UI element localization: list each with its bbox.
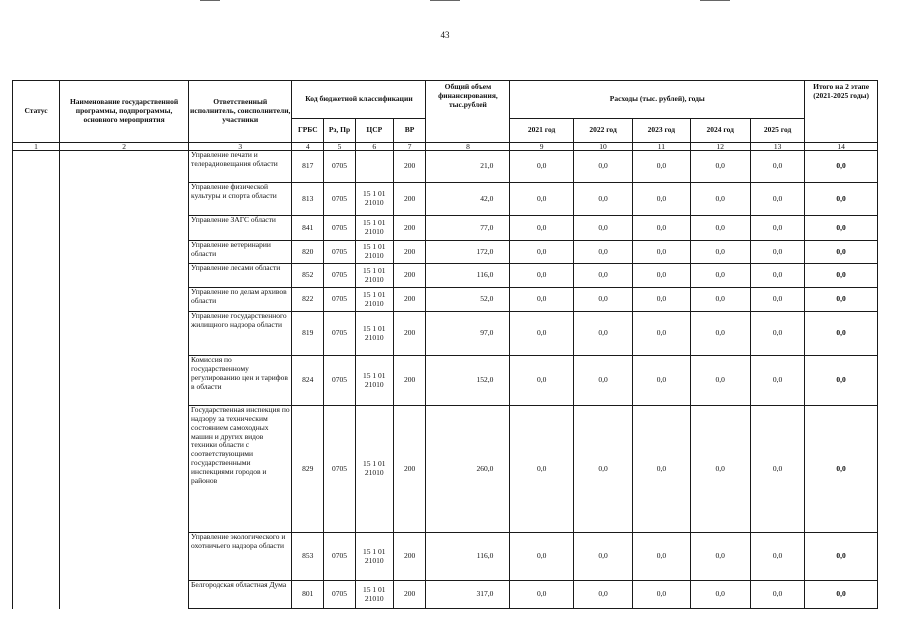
total-cell: 152,0 bbox=[426, 356, 510, 406]
header-csr: ЦСР bbox=[355, 119, 393, 143]
y2021-cell: 0,0 bbox=[510, 216, 573, 241]
csr-cell: 15 1 01 21010 bbox=[355, 216, 393, 241]
grbs-cell: 853 bbox=[292, 533, 324, 581]
y2025-cell: 0,0 bbox=[750, 241, 804, 264]
rzpr-cell: 0705 bbox=[324, 241, 356, 264]
column-number: 12 bbox=[690, 143, 750, 151]
status-cell bbox=[13, 216, 60, 241]
y2025-cell: 0,0 bbox=[750, 356, 804, 406]
table-row bbox=[13, 312, 878, 356]
header-executor: Ответственный исполнитель, соисполнители, участники bbox=[189, 81, 292, 143]
csr-cell: 15 1 01 21010 bbox=[355, 406, 393, 533]
total-cell: 97,0 bbox=[426, 312, 510, 356]
y2023-cell: 0,0 bbox=[633, 264, 690, 288]
y2022-cell: 0,0 bbox=[573, 151, 632, 183]
y2024-cell: 0,0 bbox=[690, 183, 750, 216]
grbs-cell: 829 bbox=[292, 406, 324, 533]
y2025-cell: 0,0 bbox=[750, 264, 804, 288]
y2025-cell: 0,0 bbox=[750, 288, 804, 312]
y2022-cell: 0,0 bbox=[573, 581, 632, 609]
y2022-cell: 0,0 bbox=[573, 312, 632, 356]
y2021-cell: 0,0 bbox=[510, 533, 573, 581]
y2021-cell: 0,0 bbox=[510, 151, 573, 183]
y2021-cell: 0,0 bbox=[510, 183, 573, 216]
y2024-cell: 0,0 bbox=[690, 581, 750, 609]
vr-cell: 200 bbox=[393, 264, 426, 288]
status-cell bbox=[13, 312, 60, 356]
grbs-cell: 824 bbox=[292, 356, 324, 406]
y2022-cell: 0,0 bbox=[573, 406, 632, 533]
total-cell: 77,0 bbox=[426, 216, 510, 241]
column-number: 10 bbox=[573, 143, 632, 151]
column-number: 4 bbox=[292, 143, 324, 151]
status-cell bbox=[13, 264, 60, 288]
header-2022: 2022 год bbox=[573, 119, 632, 143]
header-total: Общий объем финансирования, тыс.рублей bbox=[426, 81, 510, 143]
y2022-cell: 0,0 bbox=[573, 183, 632, 216]
vr-cell: 200 bbox=[393, 216, 426, 241]
status-cell bbox=[13, 241, 60, 264]
vr-cell: 200 bbox=[393, 581, 426, 609]
scan-edge-mark bbox=[430, 0, 460, 1]
y2025-cell: 0,0 bbox=[750, 533, 804, 581]
y2024-cell: 0,0 bbox=[690, 406, 750, 533]
vr-cell: 200 bbox=[393, 288, 426, 312]
program-name-cell bbox=[60, 312, 189, 356]
header-grbs: ГРБС bbox=[292, 119, 324, 143]
itog-cell: 0,0 bbox=[805, 533, 878, 581]
column-number: 5 bbox=[324, 143, 356, 151]
y2025-cell: 0,0 bbox=[750, 183, 804, 216]
executor-cell: Государственная инспекция по надзору за техническим состоянием самоходных машин и других видов техники области с соответствующими государственными инспекциями городов и районов bbox=[189, 406, 292, 533]
scan-edge-mark bbox=[200, 0, 220, 1]
header-2023: 2023 год bbox=[633, 119, 690, 143]
vr-cell: 200 bbox=[393, 312, 426, 356]
y2023-cell: 0,0 bbox=[633, 151, 690, 183]
executor-cell: Управление ветеринарии области bbox=[189, 241, 292, 264]
total-cell: 260,0 bbox=[426, 406, 510, 533]
total-cell: 317,0 bbox=[426, 581, 510, 609]
y2023-cell: 0,0 bbox=[633, 406, 690, 533]
total-cell: 172,0 bbox=[426, 241, 510, 264]
itog-cell: 0,0 bbox=[805, 581, 878, 609]
y2022-cell: 0,0 bbox=[573, 533, 632, 581]
table-row bbox=[13, 533, 878, 581]
table-row bbox=[13, 183, 878, 216]
y2023-cell: 0,0 bbox=[633, 312, 690, 356]
csr-cell: 15 1 01 21010 bbox=[355, 533, 393, 581]
rzpr-cell: 0705 bbox=[324, 288, 356, 312]
executor-cell: Управление по делам архивов области bbox=[189, 288, 292, 312]
y2024-cell: 0,0 bbox=[690, 288, 750, 312]
y2022-cell: 0,0 bbox=[573, 264, 632, 288]
header-2021: 2021 год bbox=[510, 119, 573, 143]
table-row bbox=[13, 216, 878, 241]
executor-cell: Управление печати и телерадиовещания области bbox=[189, 151, 292, 183]
table-row bbox=[13, 288, 878, 312]
csr-cell bbox=[355, 151, 393, 183]
column-number: 6 bbox=[355, 143, 393, 151]
header-2025: 2025 год bbox=[750, 119, 804, 143]
program-name-cell bbox=[60, 356, 189, 406]
y2023-cell: 0,0 bbox=[633, 581, 690, 609]
grbs-cell: 813 bbox=[292, 183, 324, 216]
status-cell bbox=[13, 356, 60, 406]
table-body bbox=[13, 151, 878, 609]
y2023-cell: 0,0 bbox=[633, 216, 690, 241]
csr-cell: 15 1 01 21010 bbox=[355, 356, 393, 406]
y2022-cell: 0,0 bbox=[573, 241, 632, 264]
vr-cell: 200 bbox=[393, 183, 426, 216]
column-number: 14 bbox=[805, 143, 878, 151]
y2023-cell: 0,0 bbox=[633, 241, 690, 264]
itog-cell: 0,0 bbox=[805, 183, 878, 216]
program-name-cell bbox=[60, 183, 189, 216]
status-cell bbox=[13, 288, 60, 312]
executor-cell: Управление ЗАГС области bbox=[189, 216, 292, 241]
status-cell bbox=[13, 406, 60, 533]
itog-cell: 0,0 bbox=[805, 151, 878, 183]
rzpr-cell: 0705 bbox=[324, 216, 356, 241]
rzpr-cell: 0705 bbox=[324, 356, 356, 406]
y2025-cell: 0,0 bbox=[750, 581, 804, 609]
program-name-cell bbox=[60, 288, 189, 312]
header-name: Наименование государственной программы, подпрограммы, основного мероприятия bbox=[60, 81, 189, 143]
vr-cell: 200 bbox=[393, 406, 426, 533]
y2024-cell: 0,0 bbox=[690, 356, 750, 406]
y2023-cell: 0,0 bbox=[633, 183, 690, 216]
header-itog: Итого на 2 этапе (2021-2025 годы) bbox=[805, 81, 878, 143]
header-status: Статус bbox=[13, 81, 60, 143]
header-vr: ВР bbox=[393, 119, 426, 143]
y2022-cell: 0,0 bbox=[573, 216, 632, 241]
itog-cell: 0,0 bbox=[805, 406, 878, 533]
table-row bbox=[13, 356, 878, 406]
grbs-cell: 822 bbox=[292, 288, 324, 312]
page-number: 43 bbox=[440, 30, 450, 40]
itog-cell: 0,0 bbox=[805, 288, 878, 312]
program-name-cell bbox=[60, 151, 189, 183]
y2023-cell: 0,0 bbox=[633, 356, 690, 406]
column-number: 3 bbox=[189, 143, 292, 151]
csr-cell: 15 1 01 21010 bbox=[355, 183, 393, 216]
y2021-cell: 0,0 bbox=[510, 356, 573, 406]
grbs-cell: 841 bbox=[292, 216, 324, 241]
csr-cell: 15 1 01 21010 bbox=[355, 581, 393, 609]
rzpr-cell: 0705 bbox=[324, 151, 356, 183]
program-name-cell bbox=[60, 264, 189, 288]
rzpr-cell: 0705 bbox=[324, 581, 356, 609]
total-cell: 116,0 bbox=[426, 264, 510, 288]
y2024-cell: 0,0 bbox=[690, 241, 750, 264]
executor-cell: Управление государственного жилищного надзора области bbox=[189, 312, 292, 356]
program-name-cell bbox=[60, 241, 189, 264]
vr-cell: 200 bbox=[393, 356, 426, 406]
executor-cell: Белгородская областная Дума bbox=[189, 581, 292, 609]
grbs-cell: 801 bbox=[292, 581, 324, 609]
y2021-cell: 0,0 bbox=[510, 288, 573, 312]
status-cell bbox=[13, 533, 60, 581]
csr-cell: 15 1 01 21010 bbox=[355, 241, 393, 264]
program-name-cell bbox=[60, 216, 189, 241]
column-number: 2 bbox=[60, 143, 189, 151]
rzpr-cell: 0705 bbox=[324, 183, 356, 216]
itog-cell: 0,0 bbox=[805, 356, 878, 406]
table-row bbox=[13, 581, 878, 609]
column-number: 9 bbox=[510, 143, 573, 151]
total-cell: 21,0 bbox=[426, 151, 510, 183]
column-number: 13 bbox=[750, 143, 804, 151]
executor-cell: Комиссия по государственному регулированию цен и тарифов в области bbox=[189, 356, 292, 406]
y2024-cell: 0,0 bbox=[690, 264, 750, 288]
y2021-cell: 0,0 bbox=[510, 264, 573, 288]
y2021-cell: 0,0 bbox=[510, 581, 573, 609]
total-cell: 52,0 bbox=[426, 288, 510, 312]
itog-cell: 0,0 bbox=[805, 216, 878, 241]
itog-cell: 0,0 bbox=[805, 264, 878, 288]
program-name-cell bbox=[60, 406, 189, 533]
table-row bbox=[13, 241, 878, 264]
header-rzpr: Рз, Пр bbox=[324, 119, 356, 143]
y2025-cell: 0,0 bbox=[750, 312, 804, 356]
rzpr-cell: 0705 bbox=[324, 406, 356, 533]
column-number: 8 bbox=[426, 143, 510, 151]
y2025-cell: 0,0 bbox=[750, 216, 804, 241]
y2024-cell: 0,0 bbox=[690, 151, 750, 183]
header-budget-code: Код бюджетной классификации bbox=[292, 81, 426, 119]
vr-cell: 200 bbox=[393, 151, 426, 183]
y2023-cell: 0,0 bbox=[633, 288, 690, 312]
y2021-cell: 0,0 bbox=[510, 241, 573, 264]
csr-cell: 15 1 01 21010 bbox=[355, 312, 393, 356]
total-cell: 42,0 bbox=[426, 183, 510, 216]
executor-cell: Управление экологического и охотничьего надзора области bbox=[189, 533, 292, 581]
budget-table bbox=[12, 80, 878, 609]
header-2024: 2024 год bbox=[690, 119, 750, 143]
scan-edge-mark bbox=[700, 0, 730, 1]
executor-cell: Управление физической культуры и спорта области bbox=[189, 183, 292, 216]
status-cell bbox=[13, 183, 60, 216]
y2025-cell: 0,0 bbox=[750, 151, 804, 183]
y2022-cell: 0,0 bbox=[573, 288, 632, 312]
itog-cell: 0,0 bbox=[805, 312, 878, 356]
column-number: 11 bbox=[633, 143, 690, 151]
program-name-cell bbox=[60, 533, 189, 581]
y2021-cell: 0,0 bbox=[510, 312, 573, 356]
grbs-cell: 852 bbox=[292, 264, 324, 288]
rzpr-cell: 0705 bbox=[324, 264, 356, 288]
rzpr-cell: 0705 bbox=[324, 312, 356, 356]
executor-cell: Управление лесами области bbox=[189, 264, 292, 288]
column-number: 7 bbox=[393, 143, 426, 151]
vr-cell: 200 bbox=[393, 241, 426, 264]
csr-cell: 15 1 01 21010 bbox=[355, 288, 393, 312]
y2025-cell: 0,0 bbox=[750, 406, 804, 533]
y2024-cell: 0,0 bbox=[690, 312, 750, 356]
csr-cell: 15 1 01 21010 bbox=[355, 264, 393, 288]
table-row bbox=[13, 151, 878, 183]
program-name-cell bbox=[60, 581, 189, 609]
itog-cell: 0,0 bbox=[805, 241, 878, 264]
grbs-cell: 817 bbox=[292, 151, 324, 183]
header-expenses: Расходы (тыс. рублей), годы bbox=[510, 81, 805, 119]
total-cell: 116,0 bbox=[426, 533, 510, 581]
y2024-cell: 0,0 bbox=[690, 216, 750, 241]
table-row bbox=[13, 406, 878, 533]
grbs-cell: 820 bbox=[292, 241, 324, 264]
status-cell bbox=[13, 581, 60, 609]
vr-cell: 200 bbox=[393, 533, 426, 581]
grbs-cell: 819 bbox=[292, 312, 324, 356]
table-row bbox=[13, 264, 878, 288]
y2023-cell: 0,0 bbox=[633, 533, 690, 581]
column-number: 1 bbox=[13, 143, 60, 151]
y2022-cell: 0,0 bbox=[573, 356, 632, 406]
status-cell bbox=[13, 151, 60, 183]
rzpr-cell: 0705 bbox=[324, 533, 356, 581]
y2024-cell: 0,0 bbox=[690, 533, 750, 581]
y2021-cell: 0,0 bbox=[510, 406, 573, 533]
